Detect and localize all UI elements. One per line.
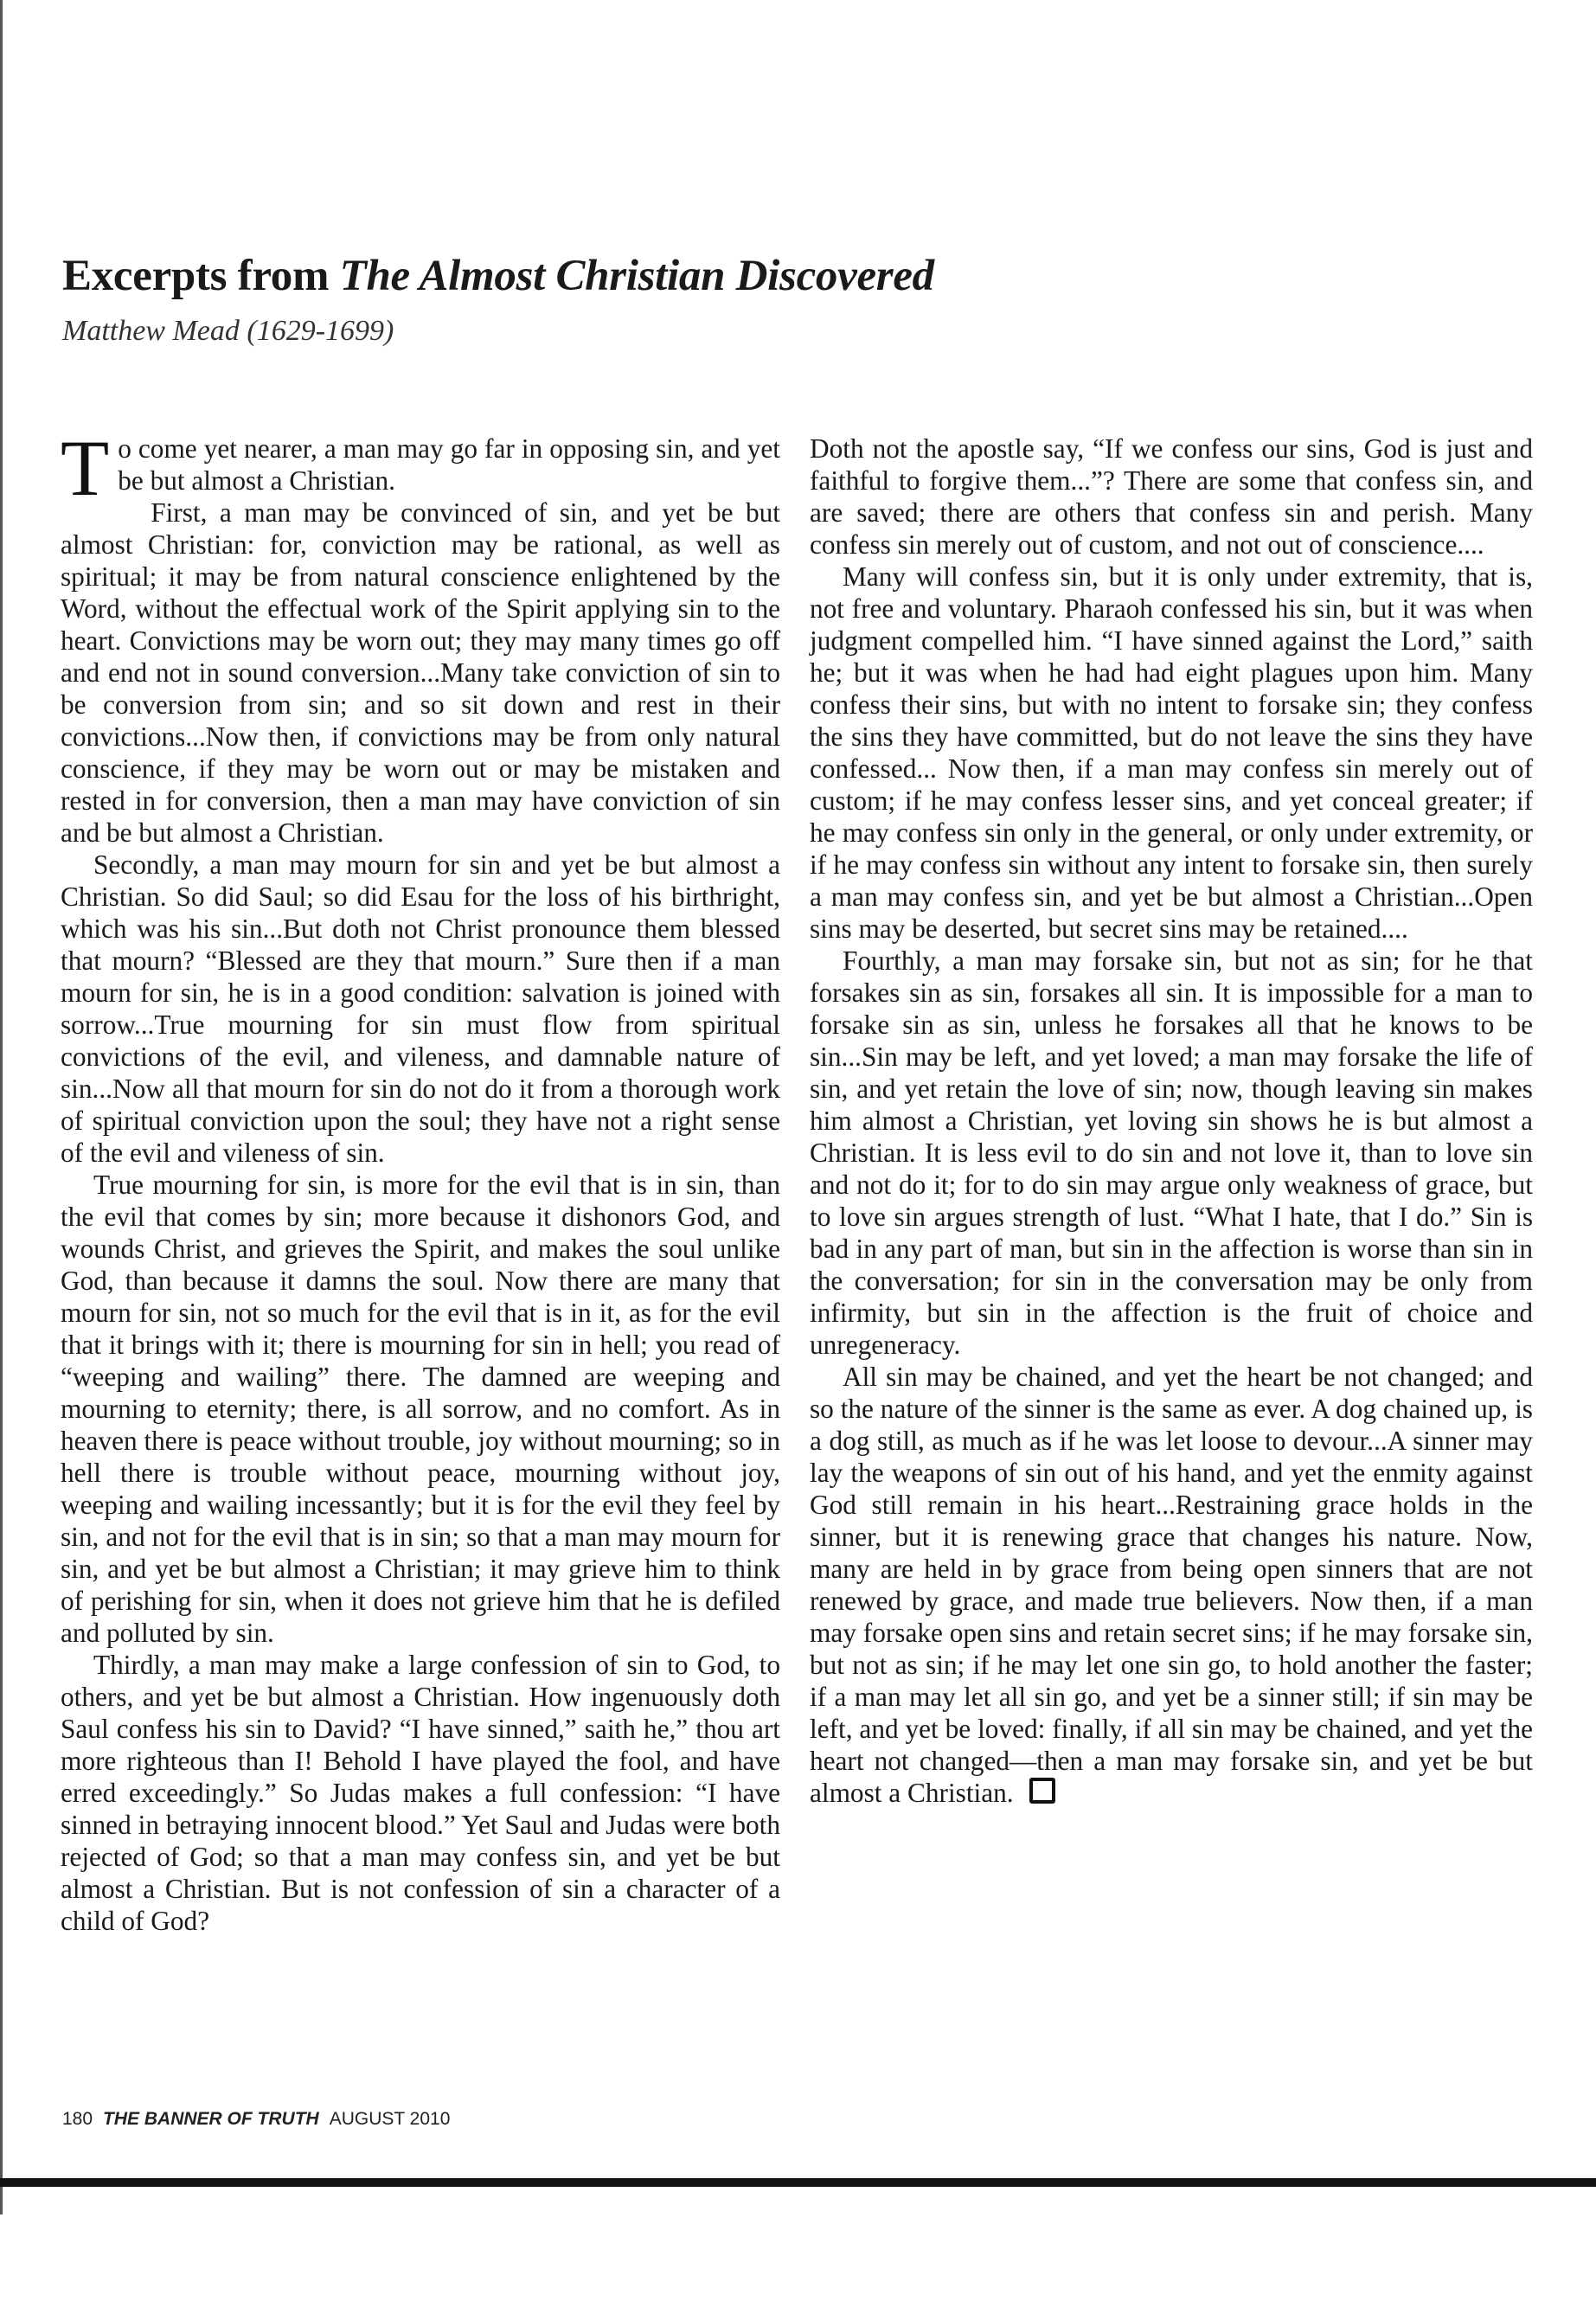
paragraph: True mourning for sin, is more for the evil that is in sin, than the evil that comes by sin; more because it dishonors God, and wounds Christ, and grieves the Spirit, and makes the soul unlike God, than because it damns the soul. Now there are many that mourn for sin, not so much for the evil that is in it, as for the evil that it brings with it; there is mourning for sin in hell; you read of “weeping and wailing” there. The damned are weeping and mourning to eternity; there, is all sorrow, and no comfort. As in heaven there is peace without trouble, joy without mourning; so in hell there is trouble without peace, mourning without joy, weeping and wailing incessantly; but it is for the evil they feel by sin, and not for the evil that is in sin; so that a man may mourn for sin, and yet be but almost a Christian; it may grieve him to think of perishing for sin, when it does not grieve him that he is defiled and polluted by sin.	[61, 1170, 780, 1648]
drop-cap: T	[61, 424, 110, 512]
paragraph: Doth not the apostle say, “If we confess our sins, God is just and faithful to forgive them...”? There are some that confess sin, and are saved; there are others that confess sin and perish. Many confess sin merely out of custom, and not out of conscience....	[810, 433, 1533, 560]
paragraph: Fourthly, a man may forsake sin, but not as sin; for he that forsakes sin as sin, forsakes all sin. It is impossible for a man to forsake sin as sin, unless he forsakes all that he knows to be sin...Sin may be left, and yet loved; a man may forsake the life of sin, and yet retain the love of sin; now, though leaving sin makes him almost a Christian, yet loving sin shows he is but almost a Christian. It is less evil to do sin and not love it, than to love sin and not do it; for to do sin may argue only weakness of grace, but to love sin argues strength of lust. “What I hate, that I do.” Sin is bad in any part of man, but sin in the affection is worse than sin in the conversation; for sin in the conversation may be only from infirmity, but sin in the affection is the fruit of choice and unregeneracy.	[810, 945, 1533, 1360]
left-column	[61, 424, 780, 1937]
paragraph: All sin may be chained, and yet the heart be not changed; and so the nature of the sinner is the same as ever. A dog chained up, is a dog still, as much as if he was let loose to devour...A sinner may lay the weapons of sin out of his hand, and yet the enmity against God still remain in his heart...Restraining grace holds in the sinner, but it is renewing grace that changes his nature. Now, many are held in by grace from being open sinners that are not renewed by grace, and made true believers. Now then, if a man may forsake open sins and retain secret sins; if he may forsake sin, but not as sin; if he may let one sin go, to hold another the faster; if a man may let all sin go, and yet be a sinner still; if sin may be left, and yet be loved: finally, if all sin may be chained, and yet the heart not changed—then a man may forsake sin, and yet be but almost a Christian.	[810, 1362, 1533, 1808]
page-number: 180	[62, 2109, 93, 2129]
page-footer	[62, 2109, 450, 2130]
magazine-name: THE BANNER OF TRUTH	[103, 2109, 319, 2129]
paragraph: Secondly, a man may mourn for sin and yet be but almost a Christian. So did Saul; so did Esau for the loss of his birthright, which was his sin...But doth not Christ pronounce them blessed that mourn? “Blessed are they that mourn.” Sure then if a man mourn for sin, he is in a good condition: salvation is joined with sorrow...True mourning for sin must flow from spiritual convictions of the evil, and vileness, and damnable nature of sin...Now all that mourn for sin do not do it from a thorough work of spiritual conviction upon the soul; they have not a right sense of the evil and vileness of sin.	[61, 849, 780, 1168]
bottom-rule	[0, 2178, 1596, 2187]
article-title	[62, 251, 934, 301]
title-book: The Almost Christian Discovered	[339, 252, 934, 300]
end-of-article-icon	[1029, 1778, 1055, 1804]
page-edge-line	[0, 0, 3, 2214]
right-column	[810, 433, 1533, 1809]
article-author: Matthew Mead (1629-1699)	[62, 315, 394, 347]
paragraph: Many will confess sin, but it is only under extremity, that is, not free and voluntary. Pharaoh confessed his sin, but it was when judgment compelled him. “I have sinned against the Lord,” saith he; but it was when he had had eight plagues upon him. Many confess their sins, but with no intent to forsake sin; they confess the sins they have committed, but do not leave the sins they have confessed... Now then, if a man may confess sin merely out of custom; if he may confess lesser sins, and yet conceal greater; if he may confess sin only in the general, or only under extremity, or if he may confess sin without any intent to forsake sin, then surely a man may confess sin, and yet be but almost a Christian...Open sins may be deserted, but secret sins may be retained....	[810, 561, 1533, 944]
title-prefix: Excerpts from	[62, 252, 340, 300]
paragraph: To come yet nearer, a man may go far in opposing sin, and yet be but almost a Christian.	[61, 424, 780, 512]
issue-date: AUGUST 2010	[329, 2109, 451, 2129]
paragraph: Thirdly, a man may make a large confession of sin to God, to others, and yet be but almost a Christian. How ingenuously doth Saul confess his sin to David? “I have sinned,” saith he,” thou art more righteous than I! Behold I have played the fool, and have erred exceedingly.” So Judas makes a full confession: “I have sinned in betraying innocent blood.” Yet Saul and Judas were both rejected of God; so that a man may confess sin, and yet be but almost a Christian. But is not confession of sin a character of a child of God?	[61, 1650, 780, 1936]
paragraph: First, a man may be convinced of sin, and yet be but almost Christian: for, conviction may be rational, as well as spiritual; it may be from natural conscience enlightened by the Word, without the effectual work of the Spirit applying sin to the heart. Convictions may be worn out; they may many times go off and end not in sound conversion...Many take conviction of sin to be conversion from sin; and so sit down and rest in their convictions...Now then, if convictions may be from only natural conscience, if they may be worn out or may be mistaken and rested in for conversion, then a man may have conviction of sin and be but almost a Christian.	[61, 497, 780, 848]
